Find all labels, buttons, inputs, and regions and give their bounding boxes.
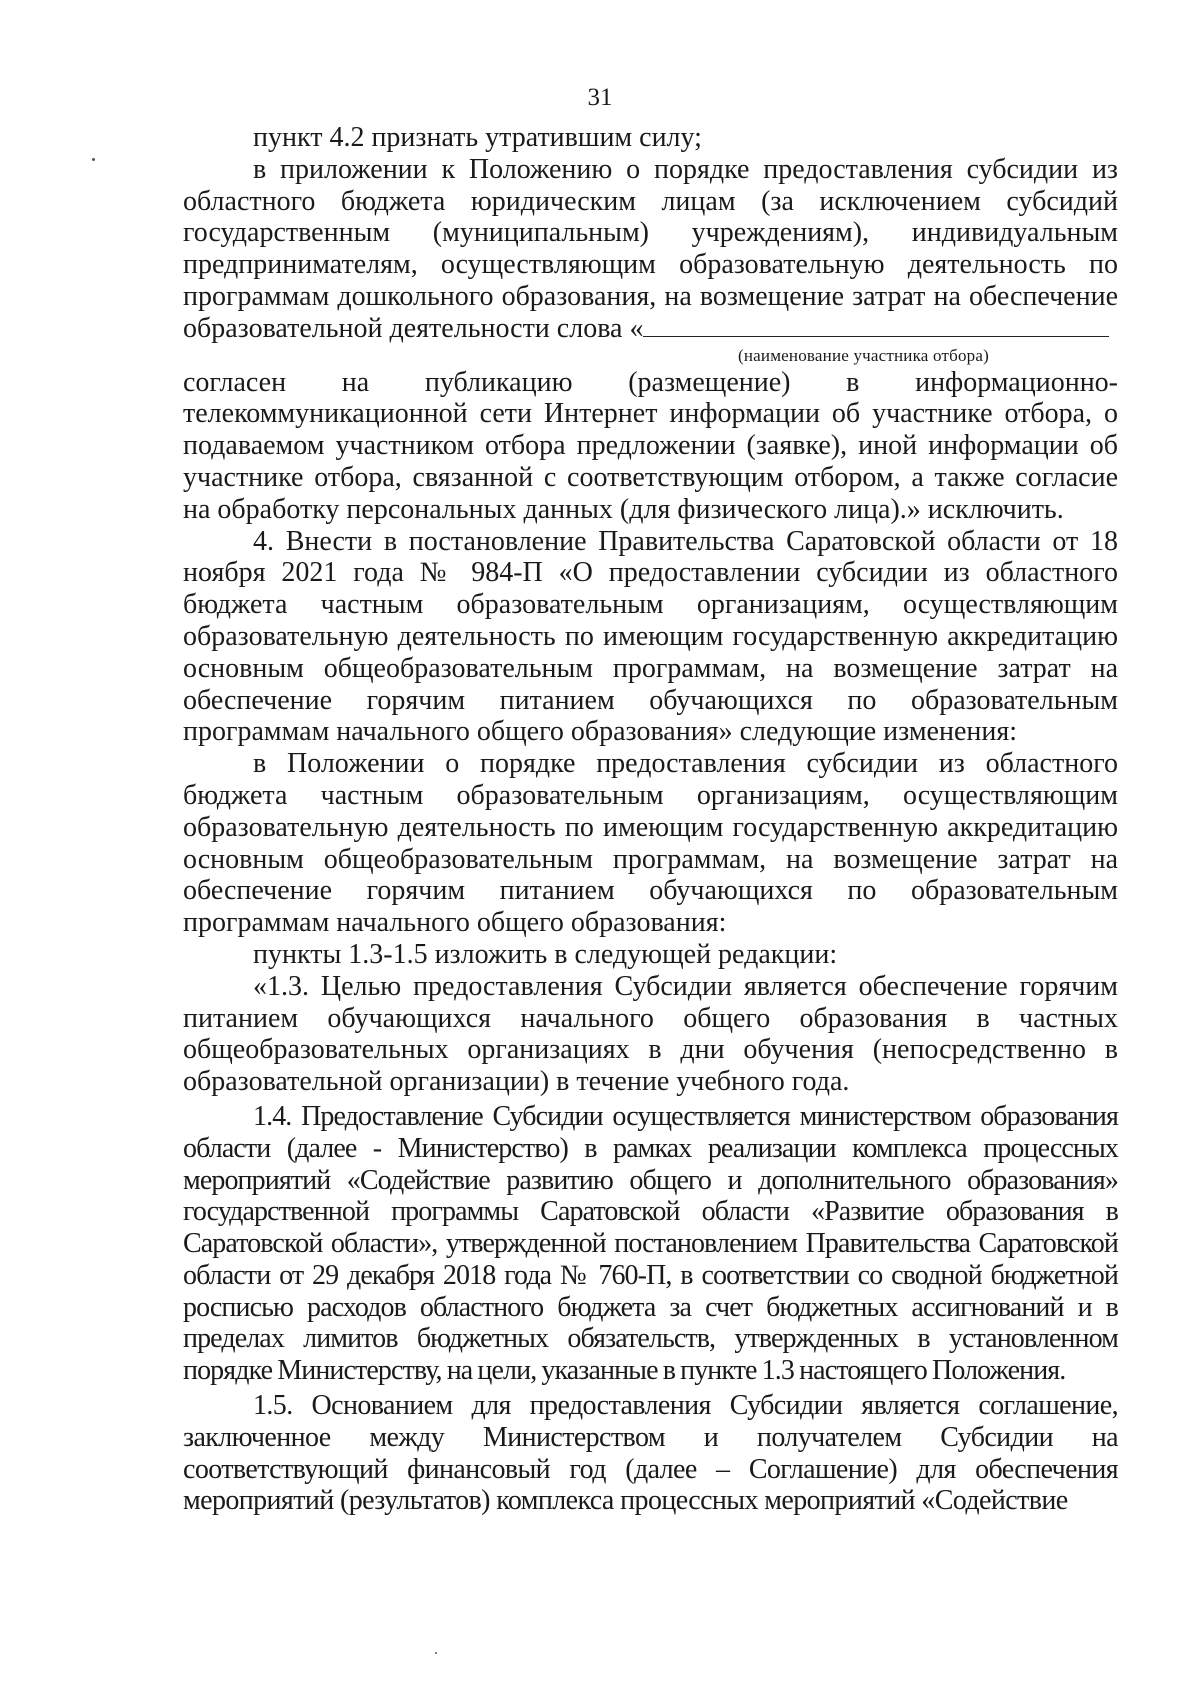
paragraph-appendix-intro [183, 154, 1118, 345]
document-body [183, 122, 1118, 1517]
paragraph-regulation-intro: в Положении о порядке предоставления субсидии из областного бюджета частным образовательным организациям, осуществляющим образовательную деятельность по имеющим государственную аккредитацию основным общеобразовательным программам, на возмещение затрат на обеспечение горячим питанием обучающихся по образовательным программам начального общего образования: [183, 748, 1118, 939]
paragraph-item-1-5: 1.5. Основанием для предоставления Субсидии является соглашение, заключенное между Министерством и получателем Субсидии на соответствующий финансовый год (далее – Соглашение) для обеспечения мероприятий (результатов) комплекса процессных мероприятий «Содействие [183, 1390, 1118, 1517]
scan-speck [435, 1652, 437, 1654]
paragraph-item-1-4: 1.4. Предоставление Субсидии осуществляется министерством образования области (далее - Министерство) в рамках реализации комплекса процессных мероприятий «Содействие развитию общего и дополнительного образования» государственной программы Саратовской области «Развитие образования в Саратовской области», утвержденной постановлением Правительства Саратовской области от 29 декабря 2018 года № 760-П, в соответствии со сводной бюджетной росписью расходов областного бюджета за счет бюджетных ассигнований и в пределах лимитов бюджетных обязательств, утвержденных в установленном порядке Министерству, на цели, указанные в пункте 1.3 настоящего Положения. [183, 1100, 1118, 1387]
participant-name-blank-line [643, 314, 1109, 337]
page-number: 31 [587, 84, 613, 111]
scan-speck [92, 158, 95, 161]
paragraph-item-4: 4. Внести в постановление Правительства Саратовской области от 18 ноября 2021 года № 984-П «О предоставлении субсидии из областного бюджета частным образовательным организациям, осуществляющим образовательную деятельность по имеющим государственную аккредитацию основным общеобразовательным программам, на возмещение затрат на обеспечение горячим питанием обучающихся по образовательным программам начального общего образования» следующие изменения: [183, 525, 1118, 748]
paragraph-appendix-intro-text: в приложении к Положению о порядке предоставления субсидии из областного бюджета юридическим лицам (за исключением субсидий государственным (муниципальным) учреждениям), индивидуальным предпринимателям, осуществляющим образовательную деятельность по программам дошкольного образования, на возмещение затрат на обеспечение образовательной деятельности слова « [183, 153, 1118, 344]
participant-name-caption: (наименование участника отбора) [738, 345, 989, 365]
paragraph-consent-text: согласен на публикацию (размещение) в информационно-телекоммуникационной сети Интернет информации об участнике отбора, о подаваемом участником отбора предложении (заявке), иной информации об участнике отбора, связанной с соответствующим отбором, а также согласие на обработку персональных данных (для физического лица).» исключить. [183, 366, 1118, 525]
paragraph-item-4-2: пункт 4.2 признать утратившим силу; [253, 122, 702, 153]
paragraph-items-1-3-1-5: пункты 1.3-1.5 изложить в следующей редакции: [253, 938, 838, 970]
paragraph-item-1-3: «1.3. Целью предоставления Субсидии является обеспечение горячим питанием обучающихся начального общего образования в частных общеобразовательных организациях в дни обучения (непосредственно в образовательной организации) в течение учебного года. [183, 970, 1118, 1098]
